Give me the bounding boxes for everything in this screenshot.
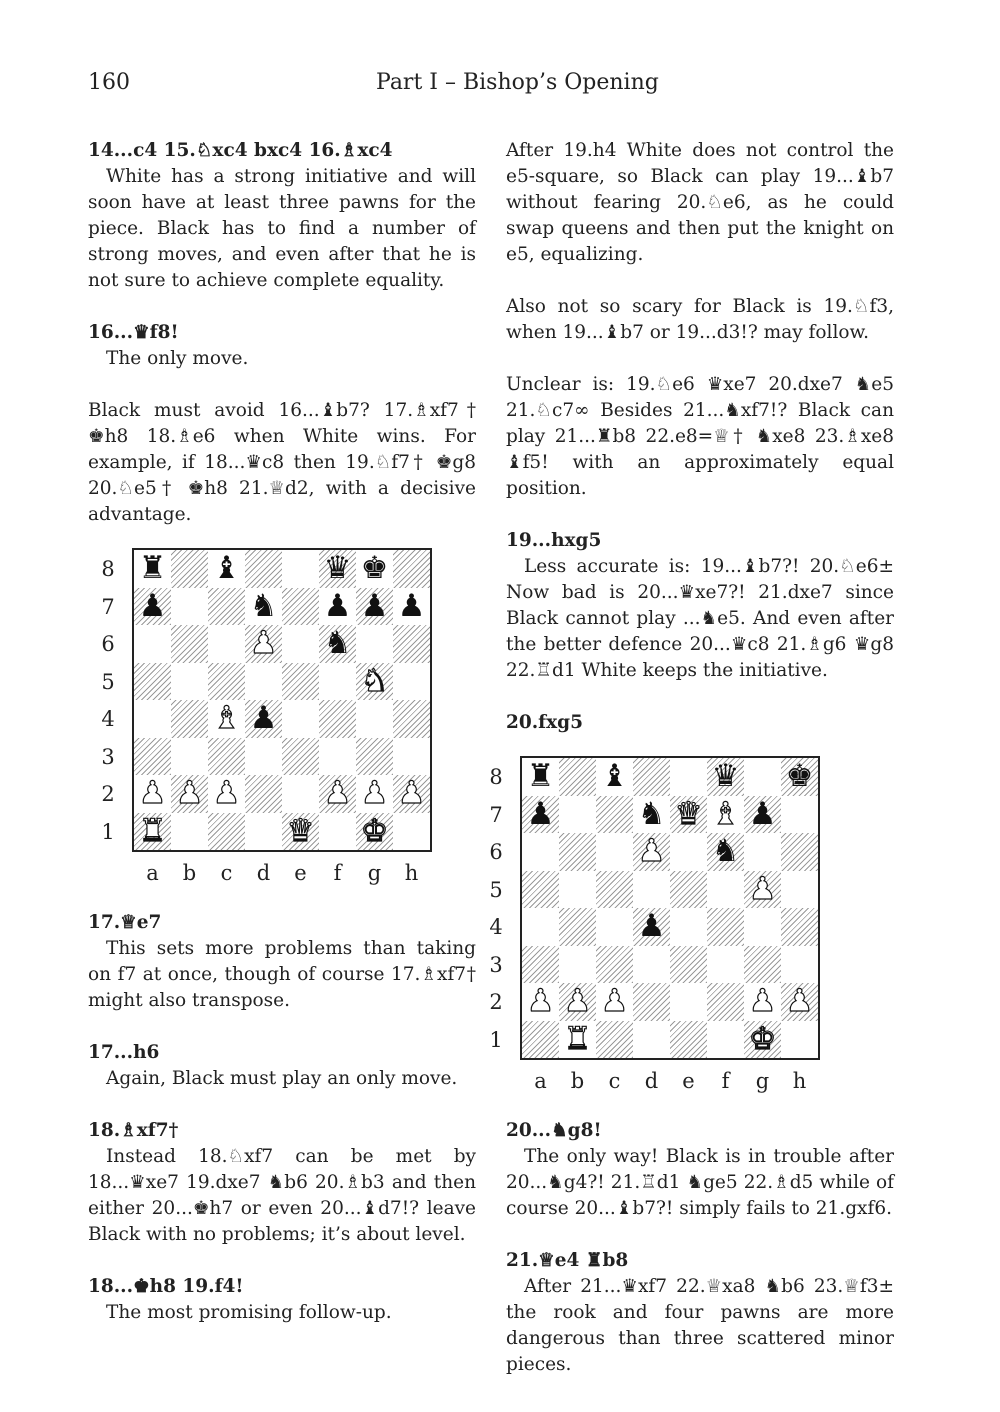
file-label: c bbox=[220, 861, 233, 885]
white-pawn-icon: ♟ bbox=[600, 983, 629, 1020]
black-rook-icon: ♜ bbox=[526, 758, 555, 795]
commentary-paragraph: The most promising follow-up. bbox=[106, 1302, 392, 1323]
white-pawn-icon: ♟ bbox=[175, 775, 204, 812]
board-square bbox=[134, 663, 171, 701]
board-square bbox=[522, 983, 559, 1021]
board-square bbox=[356, 625, 393, 663]
file-label: h bbox=[792, 1069, 807, 1093]
board-square bbox=[781, 983, 818, 1021]
board-square bbox=[670, 833, 707, 871]
black-king-icon: ♚ bbox=[785, 758, 814, 795]
board-square bbox=[670, 796, 707, 834]
board-square bbox=[670, 1021, 707, 1059]
board-square bbox=[208, 775, 245, 813]
black-pawn-icon: ♟ bbox=[637, 908, 666, 945]
rank-label: 3 bbox=[489, 952, 503, 977]
board-square bbox=[282, 813, 319, 851]
white-pawn-icon: ♟ bbox=[397, 775, 426, 812]
rank-label: 6 bbox=[489, 840, 503, 864]
running-header-title: Part I – Bishop’s Opening bbox=[376, 70, 659, 95]
board-square bbox=[744, 946, 781, 984]
board-square bbox=[781, 946, 818, 984]
rank-label: 5 bbox=[489, 877, 503, 902]
board-square bbox=[245, 625, 282, 663]
right-column bbox=[489, 138, 894, 1378]
board-square bbox=[134, 775, 171, 813]
black-rook-icon: ♜ bbox=[138, 550, 167, 587]
board-square bbox=[171, 813, 208, 851]
board-square bbox=[356, 550, 393, 588]
board-square bbox=[245, 550, 282, 588]
file-label: a bbox=[534, 1069, 547, 1093]
black-pawn-icon: ♟ bbox=[526, 795, 555, 832]
board-square bbox=[781, 796, 818, 834]
white-pawn-icon: ♟ bbox=[563, 983, 592, 1020]
board-square bbox=[319, 663, 356, 701]
rank-label: 8 bbox=[101, 557, 115, 581]
board-square bbox=[393, 813, 430, 851]
board-square bbox=[559, 983, 596, 1021]
move-heading: 16...♛f8! bbox=[88, 322, 179, 343]
commentary-paragraph: Again, Black must play an only move. bbox=[106, 1068, 458, 1089]
board-square bbox=[245, 588, 282, 626]
rank-label: 4 bbox=[101, 707, 115, 731]
board-square bbox=[319, 700, 356, 738]
board-square bbox=[559, 833, 596, 871]
black-pawn-icon: ♟ bbox=[138, 587, 167, 624]
file-label: c bbox=[608, 1069, 621, 1093]
rank-label: 8 bbox=[489, 765, 503, 789]
board-square bbox=[670, 908, 707, 946]
board-square bbox=[171, 663, 208, 701]
board-square bbox=[781, 1021, 818, 1059]
board-square bbox=[356, 813, 393, 851]
commentary-paragraph: This sets more problems than taking on f7 at once, though of course 17.♗xf7† might also transpose. bbox=[88, 938, 476, 1011]
board-square bbox=[744, 796, 781, 834]
white-rook-icon: ♜ bbox=[563, 1020, 592, 1057]
board-square bbox=[245, 663, 282, 701]
board-square bbox=[781, 908, 818, 946]
board-square bbox=[707, 833, 744, 871]
board-square bbox=[633, 833, 670, 871]
board-square bbox=[522, 1021, 559, 1059]
board-square bbox=[633, 758, 670, 796]
board-square bbox=[393, 625, 430, 663]
board-square bbox=[596, 796, 633, 834]
board-square bbox=[559, 908, 596, 946]
move-heading: 14...c4 15.♘xc4 bxc4 16.♗xc4 bbox=[88, 140, 393, 161]
board-square bbox=[171, 588, 208, 626]
board-square bbox=[522, 796, 559, 834]
board-square bbox=[559, 871, 596, 909]
board-square bbox=[707, 908, 744, 946]
board-square bbox=[707, 871, 744, 909]
board-square bbox=[171, 775, 208, 813]
white-pawn-icon: ♟ bbox=[249, 625, 278, 662]
board-square bbox=[522, 908, 559, 946]
white-queen-icon: ♛ bbox=[286, 812, 315, 849]
black-king-icon: ♚ bbox=[360, 550, 389, 587]
commentary-paragraph: After 19.h4 White does not control the e5-square, so Black can play 19...♝b7 without fearing 20.♘e6, as he could swap queens and then put the knight on e5, equalizing. bbox=[506, 140, 894, 265]
board-square bbox=[744, 833, 781, 871]
file-label: a bbox=[146, 861, 159, 885]
black-knight-icon: ♞ bbox=[637, 795, 666, 832]
board-square bbox=[134, 625, 171, 663]
black-knight-icon: ♞ bbox=[323, 625, 352, 662]
board-square bbox=[208, 550, 245, 588]
chess-diagram bbox=[88, 542, 476, 910]
board-square bbox=[781, 871, 818, 909]
board-square bbox=[319, 550, 356, 588]
left-column bbox=[88, 138, 476, 1326]
board-square bbox=[171, 625, 208, 663]
board-square bbox=[559, 1021, 596, 1059]
board-square bbox=[670, 758, 707, 796]
board-square bbox=[633, 796, 670, 834]
board-square bbox=[744, 983, 781, 1021]
board-square bbox=[559, 758, 596, 796]
move-heading: 20...♞g8! bbox=[506, 1120, 602, 1141]
move-heading: 21.♕e4 ♜b8 bbox=[506, 1250, 629, 1271]
file-label: h bbox=[404, 861, 419, 885]
board-square bbox=[208, 663, 245, 701]
board-square bbox=[559, 796, 596, 834]
board-square bbox=[393, 550, 430, 588]
board-square bbox=[134, 738, 171, 776]
board-square bbox=[781, 758, 818, 796]
white-pawn-icon: ♟ bbox=[637, 833, 666, 870]
board-square bbox=[670, 946, 707, 984]
move-heading: 17.♕e7 bbox=[88, 912, 162, 933]
board-square bbox=[356, 738, 393, 776]
rank-label: 2 bbox=[489, 990, 503, 1014]
file-label: b bbox=[182, 861, 197, 885]
file-label: e bbox=[682, 1069, 695, 1093]
white-pawn-icon: ♟ bbox=[526, 983, 555, 1020]
white-pawn-icon: ♟ bbox=[748, 870, 777, 907]
board-square bbox=[134, 700, 171, 738]
commentary-paragraph: White has a strong initiative and will soon have at least three pawns for the piece. Black has to find a number of strong moves, and even after that he is not sure to achieve complete equality. bbox=[88, 166, 476, 291]
board-square bbox=[282, 700, 319, 738]
white-pawn-icon: ♟ bbox=[138, 775, 167, 812]
board-square bbox=[633, 1021, 670, 1059]
rank-label: 2 bbox=[101, 782, 115, 806]
board-square bbox=[559, 946, 596, 984]
board-square bbox=[670, 871, 707, 909]
commentary-paragraph: After 21...♛xf7 22.♕xa8 ♞b6 23.♕f3± the rook and four pawns are more dangerous than three scattered minor pieces. bbox=[506, 1276, 894, 1375]
commentary-paragraph: The only way! Black is in trouble after 20...♞g4?! 21.♖d1 ♞ge5 22.♗d5 while of course 20...♝b7?! simply fails to 21.gxf6. bbox=[506, 1146, 894, 1219]
board-square bbox=[707, 796, 744, 834]
board-square bbox=[393, 738, 430, 776]
move-heading: 18.♗xf7† bbox=[88, 1120, 179, 1141]
file-label: d bbox=[256, 861, 271, 885]
board-square bbox=[282, 663, 319, 701]
board-square bbox=[393, 588, 430, 626]
board-square bbox=[208, 588, 245, 626]
board-square bbox=[596, 983, 633, 1021]
board-square bbox=[319, 588, 356, 626]
board-square bbox=[633, 908, 670, 946]
black-pawn-icon: ♟ bbox=[360, 587, 389, 624]
commentary-paragraph: Unclear is: 19.♘e6 ♛xe7 20.dxe7 ♞e5 21.♘c7∞ Besides 21...♞xf7!? Black can play 21...♜b8 22.e8=♕† ♞xe8 23.♗xe8 ♝f5! with an approximately equal position. bbox=[506, 374, 894, 499]
file-label: f bbox=[333, 861, 342, 885]
file-label: g bbox=[367, 861, 382, 885]
board-square bbox=[670, 983, 707, 1021]
commentary-paragraph: The only move. bbox=[106, 348, 249, 369]
rank-label: 7 bbox=[101, 594, 115, 619]
board-square bbox=[208, 625, 245, 663]
black-queen-icon: ♛ bbox=[323, 550, 352, 587]
rank-label: 1 bbox=[101, 819, 115, 844]
board-square bbox=[781, 833, 818, 871]
board-square bbox=[707, 1021, 744, 1059]
board-square bbox=[522, 758, 559, 796]
board-square bbox=[356, 588, 393, 626]
move-heading: 19...hxg5 bbox=[506, 530, 602, 551]
board-square bbox=[319, 813, 356, 851]
board-square bbox=[707, 946, 744, 984]
board-square bbox=[171, 738, 208, 776]
white-pawn-icon: ♟ bbox=[748, 983, 777, 1020]
white-bishop-icon: ♝ bbox=[711, 795, 740, 832]
rank-label: 3 bbox=[101, 744, 115, 769]
board-square bbox=[633, 871, 670, 909]
board-square bbox=[245, 700, 282, 738]
board-square bbox=[171, 550, 208, 588]
black-bishop-icon: ♝ bbox=[600, 758, 629, 795]
black-bishop-icon: ♝ bbox=[212, 550, 241, 587]
board-square bbox=[319, 625, 356, 663]
file-label: d bbox=[644, 1069, 659, 1093]
white-king-icon: ♚ bbox=[360, 812, 389, 849]
board-square bbox=[134, 550, 171, 588]
board-square bbox=[356, 700, 393, 738]
board-square bbox=[245, 775, 282, 813]
move-heading: 17...h6 bbox=[88, 1042, 160, 1063]
black-pawn-icon: ♟ bbox=[748, 795, 777, 832]
board-square bbox=[596, 833, 633, 871]
board-square bbox=[171, 700, 208, 738]
black-queen-icon: ♛ bbox=[711, 758, 740, 795]
black-knight-icon: ♞ bbox=[711, 833, 740, 870]
white-pawn-icon: ♟ bbox=[360, 775, 389, 812]
board-square bbox=[356, 663, 393, 701]
board-square bbox=[282, 738, 319, 776]
chessboard bbox=[132, 548, 432, 852]
chess-diagram bbox=[489, 750, 894, 1118]
commentary-paragraph: Black must avoid 16...♝b7? 17.♗xf7† ♚h8 18.♗e6 when White wins. For example, if 18...♛c8 then 19.♘f7† ♚g8 20.♘e5† ♚h8 21.♕d2, with a decisive advantage. bbox=[88, 400, 476, 525]
board-square bbox=[633, 983, 670, 1021]
board-square bbox=[522, 946, 559, 984]
rank-label: 4 bbox=[489, 915, 503, 939]
commentary-paragraph: Less accurate is: 19...♝b7?! 20.♘e6± Now bad is 20...♛xe7?! 21.dxe7 since Black cannot play ...♞e5. And even after the better defence 20...♛c8 21.♗g6 ♛g8 22.♖d1 White keeps the initiative. bbox=[506, 556, 894, 681]
black-pawn-icon: ♟ bbox=[249, 700, 278, 737]
board-square bbox=[282, 775, 319, 813]
board-square bbox=[393, 700, 430, 738]
board-square bbox=[319, 775, 356, 813]
file-label: e bbox=[294, 861, 307, 885]
commentary-paragraph: Also not so scary for Black is 19.♘f3, when 19...♝b7 or 19...d3!? may follow. bbox=[506, 296, 894, 343]
black-pawn-icon: ♟ bbox=[397, 587, 426, 624]
board-square bbox=[633, 946, 670, 984]
rank-label: 1 bbox=[489, 1027, 503, 1052]
move-heading: 18...♚h8 19.f4! bbox=[88, 1276, 244, 1297]
board-square bbox=[134, 588, 171, 626]
board-square bbox=[319, 738, 356, 776]
file-label: g bbox=[755, 1069, 770, 1093]
white-pawn-icon: ♟ bbox=[212, 775, 241, 812]
board-square bbox=[208, 813, 245, 851]
board-square bbox=[522, 871, 559, 909]
board-square bbox=[208, 738, 245, 776]
board-square bbox=[596, 946, 633, 984]
file-label: f bbox=[721, 1069, 730, 1093]
board-square bbox=[393, 663, 430, 701]
white-queen-icon: ♛ bbox=[674, 795, 703, 832]
board-square bbox=[245, 738, 282, 776]
white-bishop-icon: ♝ bbox=[212, 700, 241, 737]
board-square bbox=[707, 758, 744, 796]
board-square bbox=[134, 813, 171, 851]
white-king-icon: ♚ bbox=[748, 1020, 777, 1057]
rank-label: 7 bbox=[489, 802, 503, 827]
rank-label: 6 bbox=[101, 632, 115, 656]
rank-label: 5 bbox=[101, 669, 115, 694]
move-heading: 20.fxg5 bbox=[506, 712, 583, 733]
board-square bbox=[744, 908, 781, 946]
white-rook-icon: ♜ bbox=[138, 812, 167, 849]
board-square bbox=[596, 908, 633, 946]
board-square bbox=[744, 871, 781, 909]
board-square bbox=[596, 758, 633, 796]
board-square bbox=[208, 700, 245, 738]
board-square bbox=[245, 813, 282, 851]
board-square bbox=[744, 758, 781, 796]
board-square bbox=[707, 983, 744, 1021]
file-label: b bbox=[570, 1069, 585, 1093]
page-number: 160 bbox=[88, 70, 130, 95]
board-square bbox=[744, 1021, 781, 1059]
white-pawn-icon: ♟ bbox=[785, 983, 814, 1020]
black-pawn-icon: ♟ bbox=[323, 587, 352, 624]
board-square bbox=[596, 1021, 633, 1059]
board-square bbox=[282, 588, 319, 626]
commentary-paragraph: Instead 18.♘xf7 can be met by 18...♛xe7 19.dxe7 ♞b6 20.♗b3 and then either 20...♚h7 or even 20...♝d7!? leave Black with no problems; it’s about level. bbox=[88, 1146, 476, 1245]
board-square bbox=[522, 833, 559, 871]
white-knight-icon: ♞ bbox=[360, 662, 389, 699]
chessboard bbox=[520, 756, 820, 1060]
board-square bbox=[282, 625, 319, 663]
board-square bbox=[596, 871, 633, 909]
white-pawn-icon: ♟ bbox=[323, 775, 352, 812]
board-square bbox=[356, 775, 393, 813]
black-knight-icon: ♞ bbox=[249, 587, 278, 624]
board-square bbox=[393, 775, 430, 813]
board-square bbox=[282, 550, 319, 588]
